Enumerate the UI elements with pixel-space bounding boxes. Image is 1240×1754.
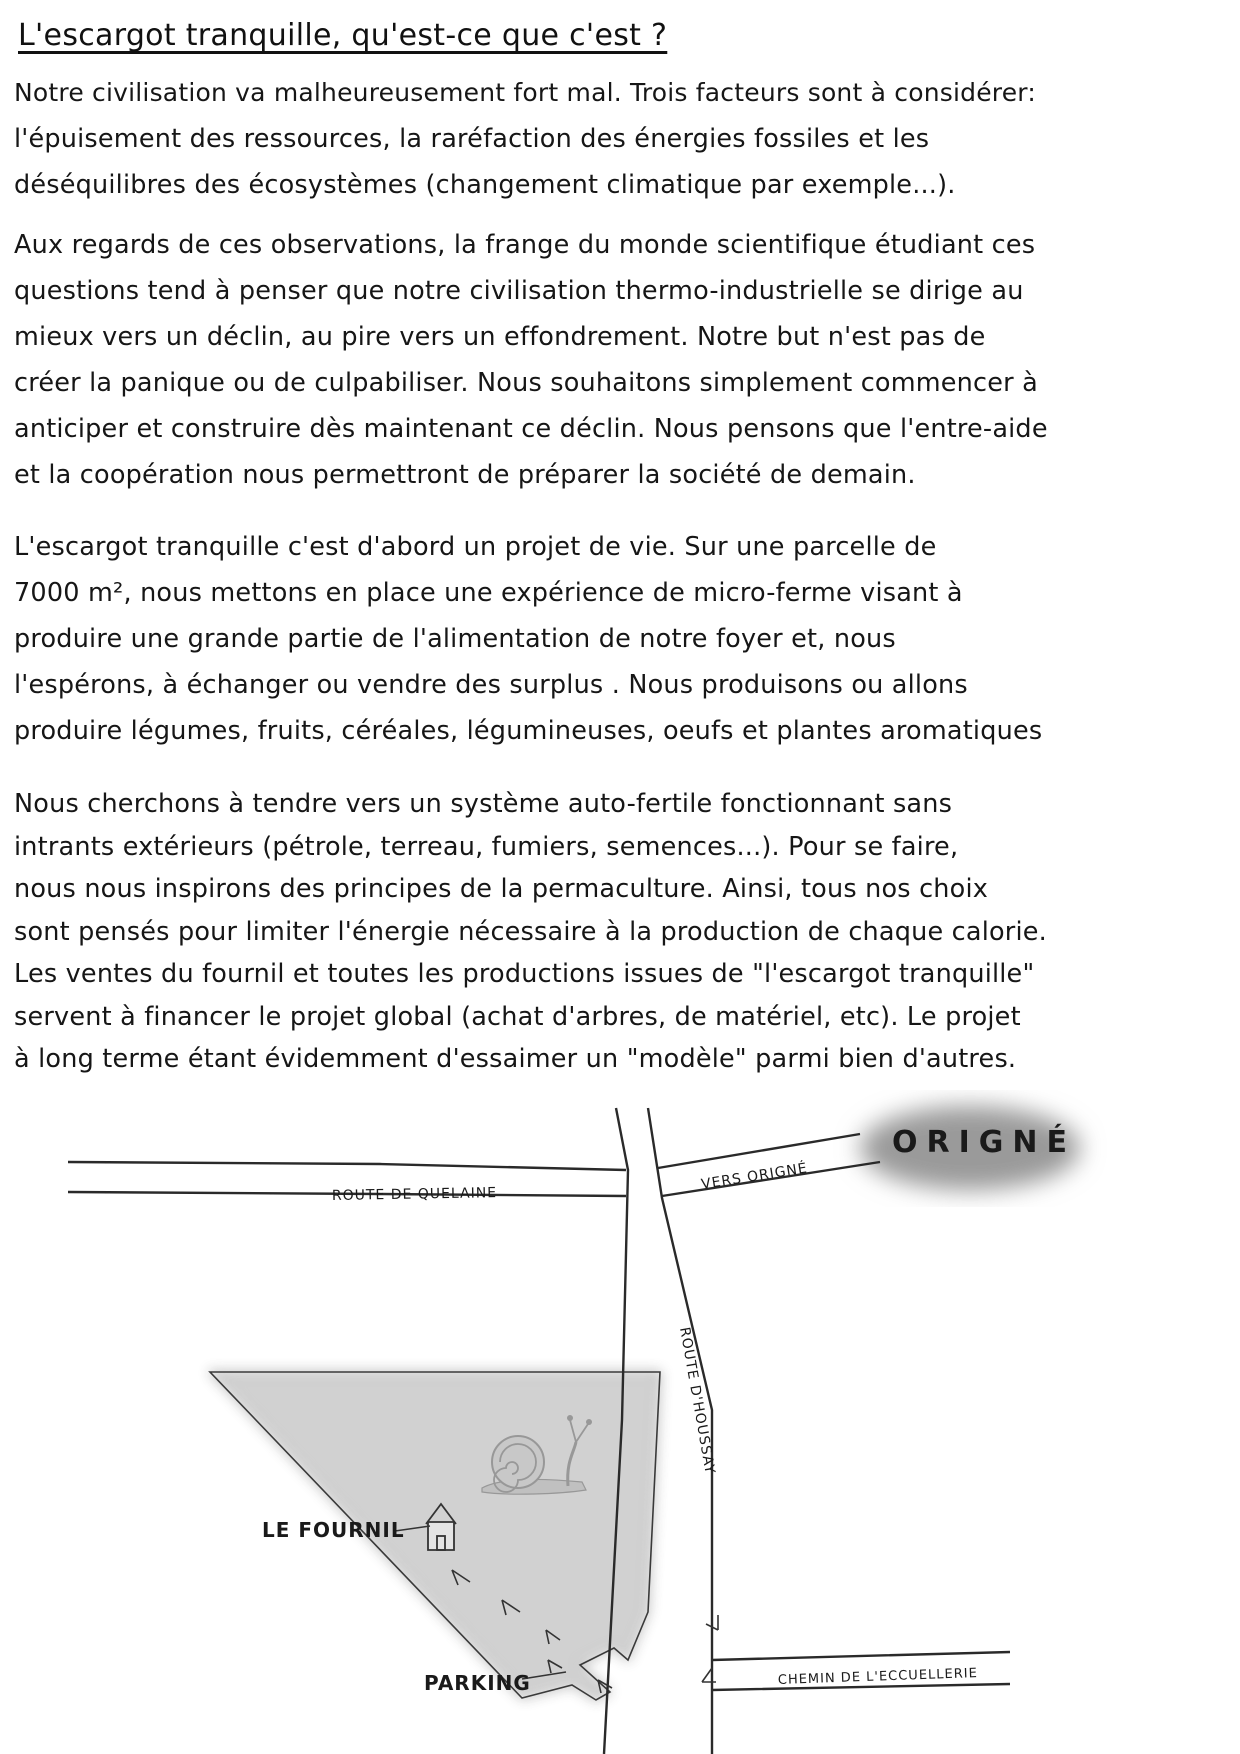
text-line: l'espérons, à échanger ou vendre des surplus . Nous produisons ou allons — [14, 670, 968, 700]
text-line: et la coopération nous permettront de préparer la société de demain. — [14, 460, 916, 490]
text-line: anticiper et construire dès maintenant ce déclin. Nous pensons que l'entre-aide — [14, 414, 1048, 444]
label-parking: PARKING — [424, 1671, 531, 1695]
access-map — [0, 1090, 1240, 1754]
text-line: à long terme étant évidemment d'essaimer un "modèle" parmi bien d'autres. — [14, 1044, 1017, 1074]
text-line: sont pensés pour limiter l'énergie nécessaire à la production de chaque calorie. — [14, 916, 1047, 947]
paragraph-project — [14, 524, 1042, 754]
label-vers-origne: VERS ORIGNÉ — [700, 1160, 809, 1193]
text-line: mieux vers un déclin, au pire vers un effondrement. Notre but n'est pas de — [14, 322, 986, 352]
text-line: servent à financer le projet global (achat d'arbres, de matériel, etc). Le projet — [14, 1001, 1021, 1032]
text-line: Nous cherchons à tendre vers un système auto-fertile fonctionnant sans — [14, 789, 953, 819]
text-line: intrants extérieurs (pétrole, terreau, fumiers, semences...). Pour se faire, — [14, 831, 959, 862]
text-line: 7000 m², nous mettons en place une expérience de micro-ferme visant à — [14, 578, 963, 608]
text-line: questions tend à penser que notre civilisation thermo-industrielle se dirige au — [14, 276, 1024, 306]
paragraph-intro — [14, 70, 1036, 208]
text-line: L'escargot tranquille c'est d'abord un projet de vie. Sur une parcelle de — [14, 532, 937, 562]
paragraph-observations — [14, 222, 1048, 498]
paragraph-permaculture — [14, 783, 1047, 1081]
label-le-fournil: LE FOURNIL — [262, 1518, 405, 1542]
page-title: L'escargot tranquille, qu'est-ce que c'est ? — [18, 18, 668, 53]
text-line: Les ventes du fournil et toutes les productions issues de "l'escargot tranquille" — [14, 959, 1035, 989]
label-route-quelaine: ROUTE DE QUELAINE — [331, 1185, 498, 1204]
label-origne: ORIGNÉ — [892, 1125, 1076, 1160]
road-origne — [658, 1134, 880, 1196]
text-line: nous nous inspirons des principes de la permaculture. Ainsi, tous nos choix — [14, 874, 989, 904]
label-route-houssay: ROUTE D'HOUSSAY — [676, 1325, 718, 1476]
text-line: Notre civilisation va malheureusement fort mal. Trois facteurs sont à considérer: — [14, 78, 1036, 107]
text-line: créer la panique ou de culpabiliser. Nous souhaitons simplement commencer à — [14, 368, 1038, 398]
text-line: produire légumes, fruits, céréales, légumineuses, oeufs et plantes aromatiques — [14, 716, 1043, 746]
text-line: déséquilibres des écosystèmes (changement climatique par exemple...). — [14, 170, 956, 200]
label-chemin-eccuellerie: CHEMIN DE L'ECCUELLERIE — [777, 1666, 979, 1688]
text-line: Aux regards de ces observations, la frange du monde scientifique étudiant ces — [14, 230, 1036, 260]
text-line: produire une grande partie de l'alimentation de notre foyer et, nous — [14, 624, 896, 654]
text-line: l'épuisement des ressources, la raréfaction des énergies fossiles et les — [14, 124, 930, 154]
